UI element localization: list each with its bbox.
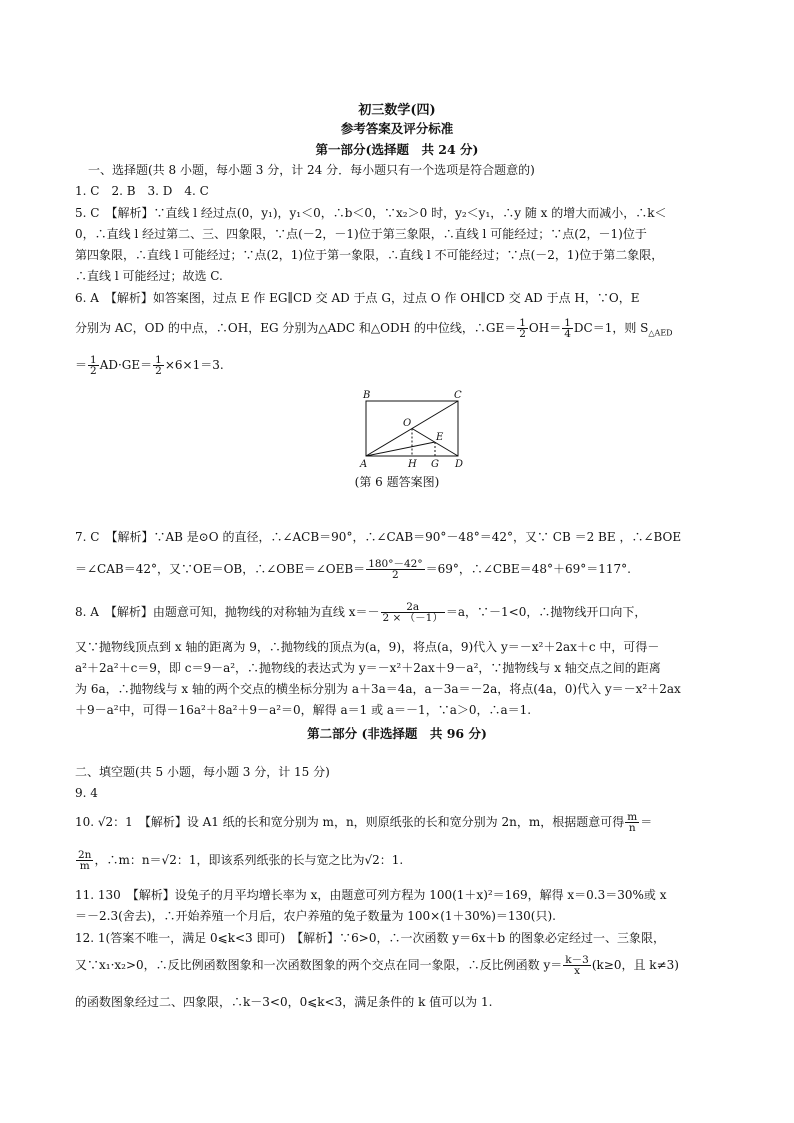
figure-caption: (第 6 题答案图): [354, 475, 440, 489]
part1-heading: 第一部分(选择题 共 24 分): [315, 142, 479, 157]
q6-line2: 分别为 AC，OD 的中点，∴OH，EG 分别为△ADC 和△ODH 的中位线，∴GE＝ $\frac{1}{2}$ OH＝ $\frac{1}{4}$ DC＝1，则 $S_{\triangle AED}$: [75, 317, 673, 340]
part2-heading: 第二部分 (非选择题 共 96 分): [307, 726, 487, 741]
q12-line1: 12. 1(答案不唯一，满足 0⩽k<3 即可) 【解析】∵6>0，∴一次函数 y＝6x＋b 的图象必定经过一、三象限，: [75, 931, 665, 945]
axis-fraction: $\frac{2a}{2 \times (-1)}$: [382, 601, 443, 624]
q6-answer-figure: [358, 386, 468, 470]
q7-line2: ＝∠CAB＝42°，又∵OE＝OB，∴∠OBE＝∠OEB＝ $\frac{180^\circ-42^\circ}{2}$ ＝69°，∴∠CBE＝48°＋69°＝117°.: [75, 558, 631, 581]
page-title: 初三数学(四): [358, 103, 436, 118]
label-b: B: [363, 390, 371, 401]
page-subtitle: 参考答案及评分标准: [340, 121, 454, 136]
label-h: H: [408, 459, 417, 470]
q12-line3: 的函数图象经过二、四象限，∴k－3<0，0⩽k<3，满足条件的 k 值可以为 1.: [75, 995, 493, 1009]
q10-line1: 10. √2：1 【解析】设 A1 纸的长和宽分别为 m，n，则原纸张的长和宽分别为 2n，m，根据题意可得 $\frac{m}{n}$ ＝: [75, 811, 653, 834]
q9-answer: 9. 4: [75, 786, 98, 800]
section2-heading: 二、填空题(共 5 小题，每小题 3 分，计 15 分): [75, 765, 330, 779]
half-fraction: $\frac{1}{2}$: [519, 317, 526, 340]
q5-line3: 第四象限，∴直线 l 可能经过；∵点(2，1)位于第一象限，∴直线 l 不可能经过；∵点(－2，1)位于第二象限，: [75, 248, 664, 262]
label-o: O: [403, 418, 412, 429]
q6-line1: 6. A 【解析】如答案图，过点 E 作 EG∥CD 交 AD 于点 G，过点 O 作 OH∥CD 交 AD 于点 H，∵O，E: [75, 291, 640, 305]
q6-line3: ＝ $\frac{1}{2}$ AD·GE＝ $\frac{1}{2}$ ×6×1＝3.: [75, 354, 224, 377]
q11-line1: 11. 130 【解析】设兔子的月平均增长率为 x，由题意可列方程为 100(1＋x)²＝169，解得 x＝0.3＝30%或 x: [75, 888, 667, 902]
q5-line2: 0，∴直线 l 经过第二、三、四象限，∵点(－2，－1)位于第三象限，∴直线 l 可能经过；∵点(2，－1)位于: [75, 227, 647, 241]
q5-line1: 5. C 【解析】∵直线 l 经过点(0，y₁)，y₁＜0，∴b＜0，∵x₂＞0 时，y₂＜y₁，∴y 随 x 的增大而减小，∴k＜: [75, 206, 667, 220]
q8-line1: 8. A 【解析】由题意可知，抛物线的对称轴为直线 x＝－ $\frac{2a}{2 \times (-1)}$ ＝a，∵－1<0，∴抛物线开口向下，: [75, 601, 647, 624]
segment-ae: [366, 442, 435, 456]
answers-1-4: 1. C 2. B 3. D 4. C: [75, 184, 209, 198]
label-g: G: [431, 459, 439, 470]
q12-line2: 又∵x₁·x₂>0，∴反比例函数图象和一次函数图象的两个交点在同一象限，∴反比例函数 y＝ $\frac{k-3}{x}$ (k≥0，且 k≠3): [75, 954, 679, 977]
angle-fraction: $\frac{180^\circ-42^\circ}{2}$: [368, 558, 423, 581]
label-d: D: [455, 459, 464, 470]
q8-line2: 又∵抛物线顶点到 x 轴的距离为 9，∴抛物线的顶点为(a，9)，将点(a，9)代入 y＝－x²＋2ax＋c 中，可得－: [75, 640, 660, 654]
label-e: E: [436, 432, 444, 443]
q11-line2: ＝－2.3(舍去)，∴开始养殖一个月后，农户养殖的兔子数量为 100×(1＋30%)＝130(只).: [75, 909, 556, 923]
section1-heading: 一、选择题(共 8 小题，每小题 3 分，计 24 分．每小题只有一个选项是符合题意的): [88, 163, 535, 177]
q7-line1: 7. C 【解析】∵AB 是⊙O 的直径，∴∠ACB＝90°，∴∠CAB＝90°－48°＝42°，又∵ CB ＝2 BE ，∴∠BOE: [75, 530, 682, 544]
q5-line4: ∴直线 l 可能经过；故选 C.: [75, 269, 223, 283]
q8-line4: 为 6a，∴抛物线与 x 轴的两个交点的横坐标分别为 a＋3a＝4a，a－3a＝－2a，将点(4a，0)代入 y＝－x²＋2ax: [75, 682, 681, 696]
label-c: C: [454, 390, 462, 401]
q8-line3: a²＋2a²＋c＝9，即 c＝9－a²，∴抛物线的表达式为 y＝－x²＋2ax＋9－a²，∵抛物线与 x 轴交点之间的距离: [75, 661, 661, 675]
q10-line2: $\frac{2n}{m}$ ，∴m：n＝√2：1，即该系列纸张的长与宽之比为√2：1.: [78, 849, 404, 872]
q6-line2-text: 分别为 AC，OD 的中点，∴OH，EG 分别为△ADC 和△ODH 的中位线，∴GE＝: [75, 321, 517, 335]
label-a: A: [360, 459, 368, 470]
quarter-fraction: $\frac{1}{4}$: [564, 317, 571, 340]
q8-line5: ＋9－a²中，可得－16a²＋8a²＋9－a²＝0，解得 a＝1 或 a＝－1，∵a＞0，∴a＝1.: [75, 703, 532, 717]
